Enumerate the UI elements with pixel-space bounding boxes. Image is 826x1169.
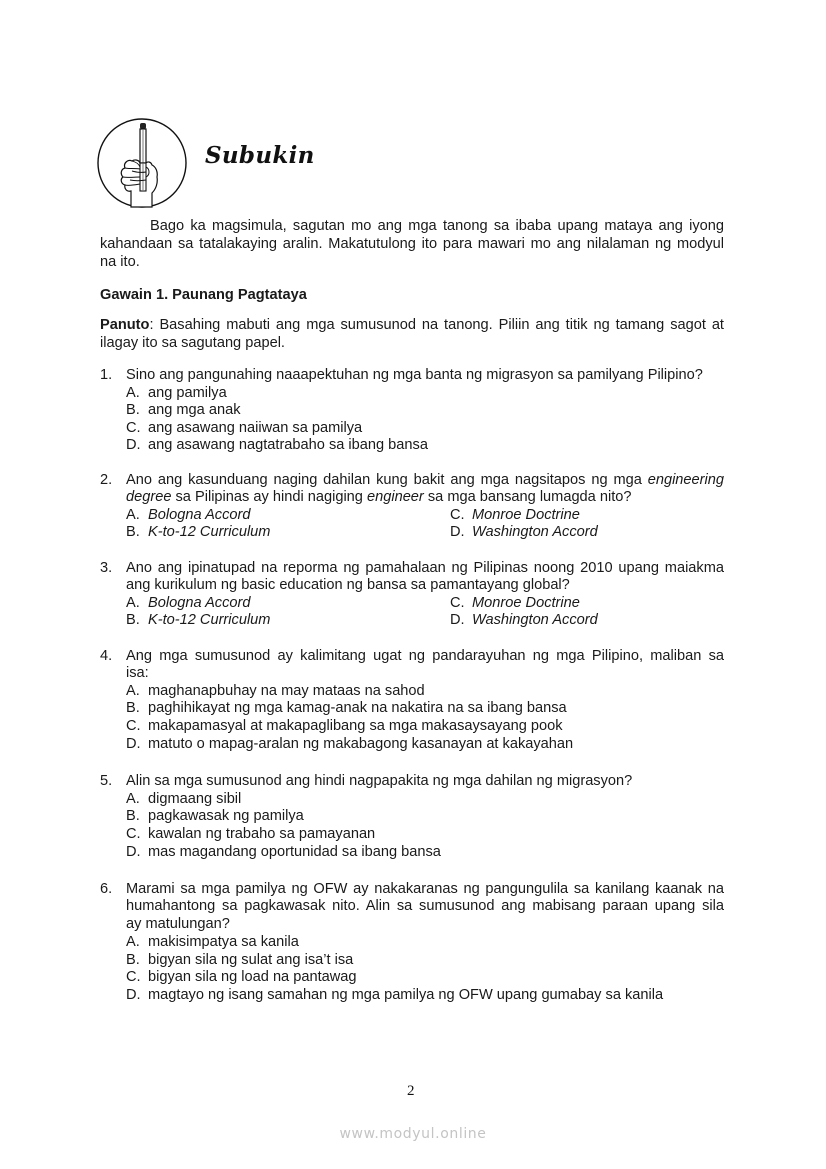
instruction-line-1 (100, 316, 724, 334)
option-letter: C. (126, 718, 141, 734)
question-text-line-2 (126, 488, 724, 506)
question-text: Sino ang pangunahing naaapektuhan ng mga banta ng migrasyon sa pamilyang Pilipino? (126, 367, 703, 383)
watermark-link[interactable]: www.modyul.online (339, 1126, 487, 1142)
option-letter: C. (126, 969, 141, 985)
question-text: sa Pilipinas ay hindi nagiging (171, 489, 367, 505)
option-text: ang pamilya (148, 385, 227, 401)
intro-line-2: kahandaan sa tatalakaying aralin. Makatutulong ito para mawari mo ang nilalaman ng modyul (100, 236, 724, 252)
option-letter: A. (126, 683, 140, 699)
question-number: 3. (100, 560, 113, 576)
question-text-italic: engineering (647, 472, 724, 488)
option-text: Washington Accord (472, 524, 598, 540)
question-text-line-1: Marami sa mga pamilya ng OFW ay nakakaranas ng pangungulila sa kanilang kaanak na (126, 881, 724, 897)
option-d (450, 611, 598, 629)
option-letter: A. (126, 507, 140, 523)
option-text: magtayo ng isang samahan ng mga pamilya ng OFW upang gumabay sa kanila (148, 987, 664, 1003)
question-text-line-2: humahantong sa pagkawasak nito. Alin sa sumusunod ang mabisang paraan upang sila (126, 898, 724, 914)
option-d (126, 735, 573, 753)
question-number: 2. (100, 472, 113, 488)
option-letter: C. (126, 420, 141, 436)
question-text-line-1 (126, 471, 724, 489)
option-letter: D. (126, 844, 141, 860)
option-letter: B. (126, 952, 140, 968)
option-letter: D. (450, 524, 465, 540)
option-text: pagkawasak ng pamilya (148, 808, 304, 824)
question-text-line-2: isa: (126, 665, 149, 681)
option-c (450, 594, 580, 612)
option-b (126, 807, 304, 825)
option-b (126, 401, 241, 419)
option-text: Bologna Accord (148, 595, 251, 611)
question-number: 6. (100, 881, 113, 897)
option-letter: C. (126, 826, 141, 842)
option-letter: B. (126, 402, 140, 418)
instruction-label: Panuto (100, 317, 150, 333)
option-a (126, 933, 299, 951)
question-text-line-3: ay matulungan? (126, 916, 230, 932)
option-text: matuto o mapag-aralan ng makabagong kasanayan at kakayahan (148, 736, 574, 752)
option-text: Monroe Doctrine (472, 595, 580, 611)
option-letter: B. (126, 524, 140, 540)
option-b (126, 699, 567, 717)
option-text: makapamasyal at makapaglibang sa mga makasaysayang pook (148, 718, 563, 734)
option-c (126, 968, 357, 986)
option-letter: C. (450, 507, 465, 523)
option-c (126, 419, 362, 437)
option-text: Monroe Doctrine (472, 507, 580, 523)
option-d (126, 986, 663, 1004)
option-a (126, 384, 227, 402)
option-text: mas magandang oportunidad sa ibang bansa (148, 844, 441, 860)
question-text-italic: engineer (366, 489, 424, 505)
question-number: 4. (100, 648, 113, 664)
option-a (126, 506, 251, 524)
option-letter: A. (126, 385, 140, 401)
option-letter: D. (126, 987, 141, 1003)
page-number: 2 (407, 1083, 415, 1099)
option-letter: D. (126, 736, 141, 752)
question-text: Alin sa mga sumusunod ang hindi nagpapakita ng mga dahilan ng migrasyon? (126, 773, 633, 789)
option-letter: A. (126, 595, 140, 611)
option-b (126, 523, 270, 541)
option-text: maghanapbuhay na may mataas na sahod (148, 683, 425, 699)
option-text: Bologna Accord (148, 507, 251, 523)
option-a (126, 790, 241, 808)
hand-holding-pencil-icon (96, 117, 188, 209)
question-text-line-1: Ang mga sumusunod ay kalimitang ugat ng pandarayuhan ng mga Pilipino, maliban sa (126, 648, 724, 664)
option-text: Washington Accord (472, 612, 598, 628)
question-text-line-2: ang kurikulum ng basic education ng bansa sa pamantayang global? (126, 577, 570, 593)
question-text: Ano ang kasunduang naging dahilan kung bakit ang mga nagsitapos ng mga (126, 472, 648, 488)
intro-line-1: Bago ka magsimula, sagutan mo ang mga tanong sa ibaba upang mataya ang iyong (150, 218, 724, 234)
option-d (126, 843, 441, 861)
instruction-line-2: ilagay ito sa sagutang papel. (100, 335, 285, 351)
option-letter: D. (126, 437, 141, 453)
option-c (126, 717, 563, 735)
activity-title: Gawain 1. Paunang Pagtataya (100, 287, 307, 303)
option-letter: B. (126, 700, 140, 716)
option-text: K-to-12 Curriculum (148, 612, 271, 628)
option-c (450, 506, 580, 524)
question-number: 1. (100, 367, 113, 383)
option-a (126, 682, 425, 700)
question-number: 5. (100, 773, 113, 789)
section-title: Subukin (205, 142, 315, 169)
option-text: bigyan sila ng load na pantawag (148, 969, 357, 985)
question-text: sa mga bansang lumagda nito? (423, 489, 632, 505)
option-text: paghihikayat ng mga kamag-anak na nakatira na sa ibang bansa (148, 700, 567, 716)
question-text-italic: degree (126, 489, 172, 505)
option-a (126, 594, 251, 612)
option-letter: A. (126, 934, 140, 950)
option-text: ang asawang nagtatrabaho sa ibang bansa (148, 437, 428, 453)
option-text: ang mga anak (148, 402, 241, 418)
instruction-text: : Basahing mabuti ang mga sumusunod na tanong. Piliin ang titik ng tamang sagot at (149, 317, 724, 333)
option-letter: B. (126, 808, 140, 824)
option-text: bigyan sila ng sulat ang isa’t isa (148, 952, 354, 968)
question-text-line-1: Ano ang ipinatupad na reporma ng pamahalaan ng Pilipinas noong 2010 upang maiakma (126, 560, 724, 576)
option-letter: B. (126, 612, 140, 628)
option-letter: D. (450, 612, 465, 628)
option-text: makisimpatya sa kanila (148, 934, 299, 950)
option-letter: A. (126, 791, 140, 807)
option-text: kawalan ng trabaho sa pamayanan (148, 826, 376, 842)
option-text: digmaang sibil (148, 791, 242, 807)
option-text: ang asawang naiiwan sa pamilya (148, 420, 363, 436)
option-d (126, 436, 428, 454)
intro-line-3: na ito. (100, 254, 140, 270)
option-letter: C. (450, 595, 465, 611)
option-c (126, 825, 375, 843)
option-d (450, 523, 598, 541)
option-b (126, 611, 270, 629)
option-b (126, 951, 353, 969)
option-text: K-to-12 Curriculum (148, 524, 271, 540)
